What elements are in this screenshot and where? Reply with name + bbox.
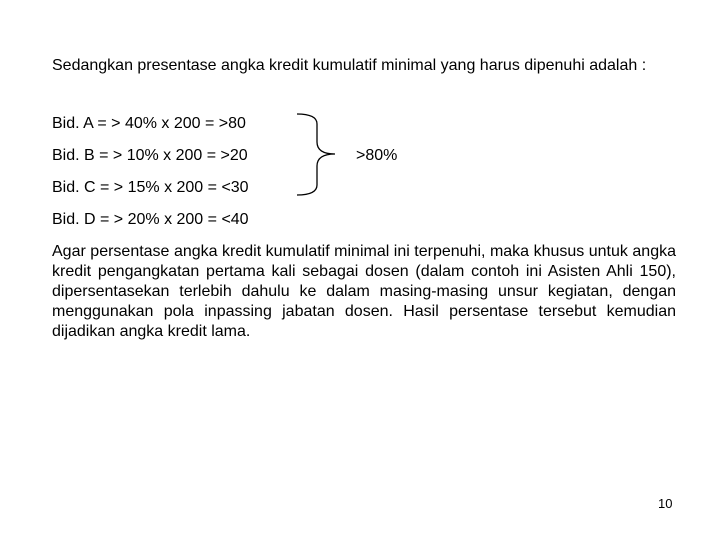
bid-d-line: Bid. D = > 20% x 200 = <40 [52, 211, 249, 228]
intro-text: Sedangkan presentase angka kredit kumulatif minimal yang harus dipenuhi adalah : [52, 57, 647, 74]
bid-b-line: Bid. B = > 10% x 200 = >20 [52, 147, 248, 164]
curly-bracket [295, 112, 355, 197]
result-value: >80% [356, 147, 398, 164]
bid-c-line: Bid. C = > 15% x 200 = <30 [52, 179, 249, 196]
page-number: 10 [658, 496, 673, 511]
bid-a-line: Bid. A = > 40% x 200 = >80 [52, 115, 246, 132]
explanation-paragraph: Agar persentase angka kredit kumulatif minimal ini terpenuhi, maka khusus untuk angka kredit pengangkatan pertama kali sebagai dosen (dalam contoh ini Asisten Ahli 150), dipersentasekan terlebih dahulu ke dalam masing-masing unsur kegiatan, dengan menggunakan pola inpassing jabatan dosen. Hasil persentase tersebut kemudian dijadikan angka kredit lama. [52, 243, 676, 340]
